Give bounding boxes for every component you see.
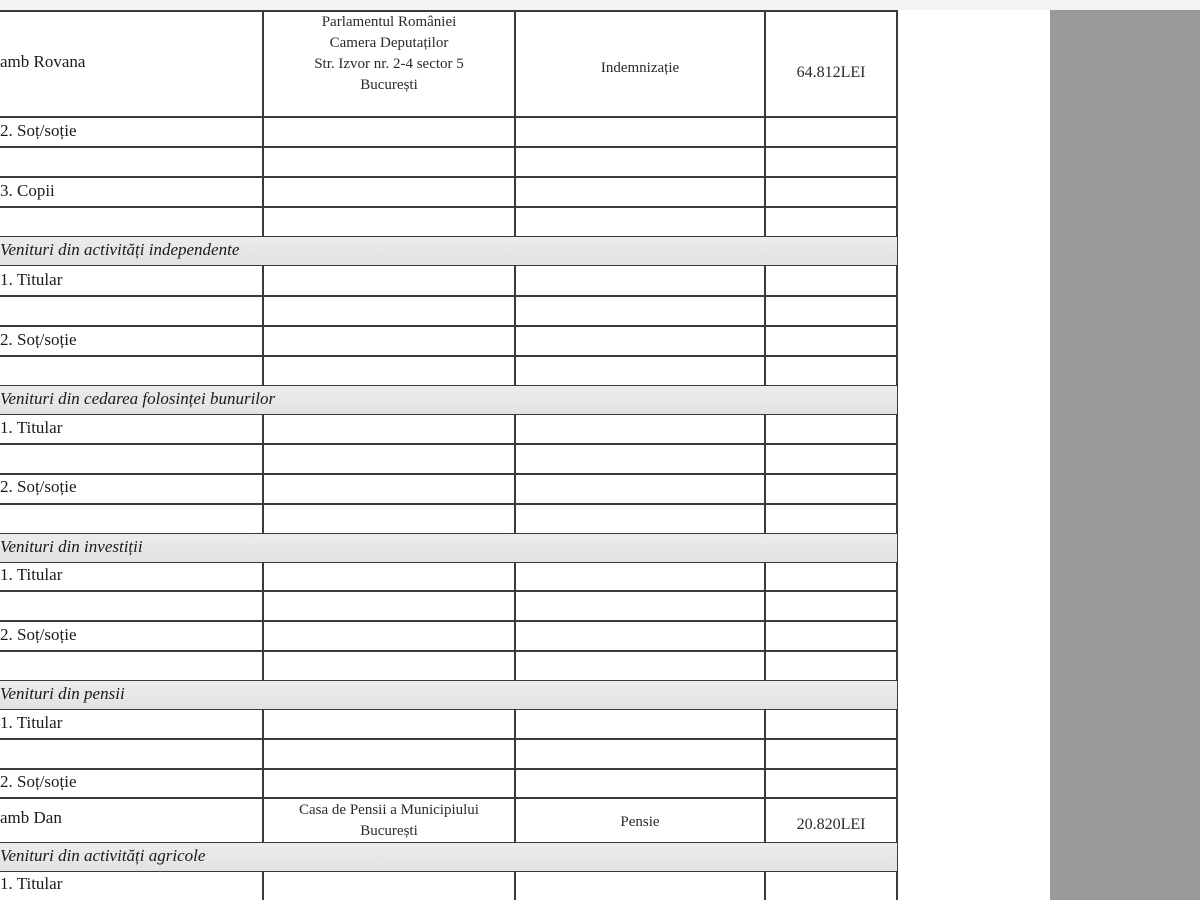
column-divider-2: [514, 10, 516, 900]
viewer-side-panel[interactable]: [1050, 10, 1200, 900]
income-source: [266, 800, 512, 842]
row-border: [0, 206, 897, 208]
row-border: [0, 797, 897, 799]
section-header: [0, 842, 897, 872]
row-border: [0, 325, 897, 327]
row-border: [0, 738, 897, 740]
row-label: amb Rovana: [0, 52, 86, 71]
column-divider-3: [764, 10, 766, 900]
section-title: Venituri din activități agricole: [0, 846, 206, 865]
row-label: 2. Soț/soție: [0, 772, 77, 791]
row-label: 1. Titular: [0, 270, 63, 289]
section-title: Venituri din cedarea folosinței bunurilor: [0, 389, 276, 408]
row-label: 1. Titular: [0, 418, 63, 437]
section-header: [0, 680, 897, 710]
income-source: [266, 12, 512, 96]
section-title: Venituri din pensii: [0, 684, 125, 703]
source-line: Casa de Pensii a Municipiului: [299, 802, 479, 818]
row-border: [0, 443, 897, 445]
row-border: [0, 355, 897, 357]
row-border: [0, 473, 897, 475]
section-header: [0, 533, 897, 563]
income-service: Pensie: [620, 814, 660, 830]
section-header: [0, 236, 897, 266]
row-border: [0, 590, 897, 592]
row-border: [0, 146, 897, 148]
row-border: [0, 503, 897, 505]
income-amount: 64.812LEI: [796, 64, 866, 81]
row-label: 2. Soț/soție: [0, 330, 77, 349]
row-label: 3. Copii: [0, 181, 55, 200]
row-label: 1. Titular: [0, 874, 63, 893]
row-label: 2. Soț/soție: [0, 121, 77, 140]
row-label: 1. Titular: [0, 565, 63, 584]
section-title: Venituri din activități independente: [0, 240, 240, 259]
source-line: București: [360, 823, 418, 839]
row-label: 2. Soț/soție: [0, 477, 77, 496]
row-label: 1. Titular: [0, 713, 63, 732]
row-border: [0, 650, 897, 652]
source-line: București: [360, 77, 418, 93]
row-label: 2. Soț/soție: [0, 625, 77, 644]
row-border: [0, 295, 897, 297]
column-divider-4: [896, 10, 898, 900]
source-line: Parlamentul României: [321, 14, 457, 30]
document-page[interactable]: [0, 10, 1050, 900]
row-border: [0, 768, 897, 770]
row-label: amb Dan: [0, 808, 62, 827]
source-line: Camera Deputaților: [329, 35, 449, 51]
row-border: [0, 116, 897, 118]
source-line: Str. Izvor nr. 2-4 sector 5: [314, 56, 464, 72]
row-border: [0, 176, 897, 178]
section-title: Venituri din investiții: [0, 537, 143, 556]
column-divider-1: [262, 10, 264, 900]
income-service: Indemnizație: [600, 60, 680, 76]
row-border: [0, 620, 897, 622]
income-amount: 20.820LEI: [796, 816, 866, 833]
section-header: [0, 385, 897, 415]
